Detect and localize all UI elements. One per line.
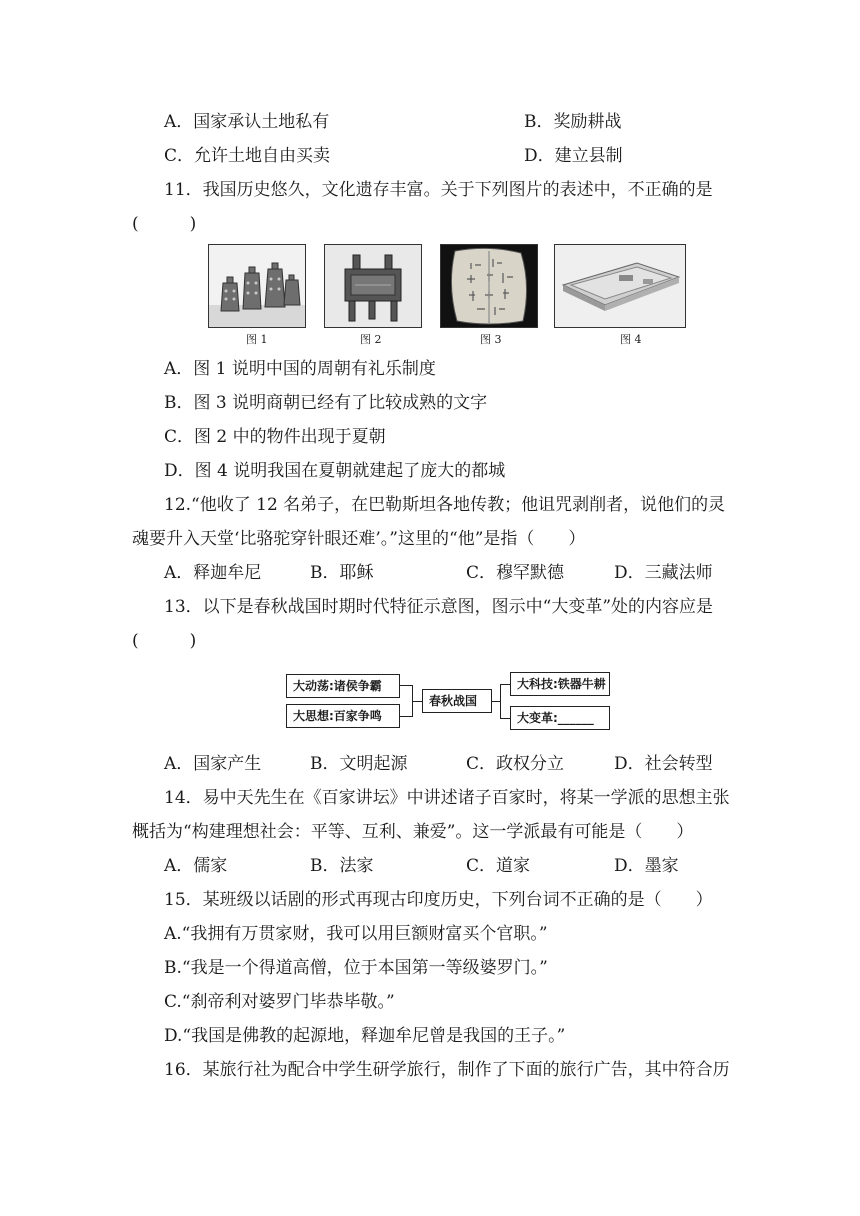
q13-stem: 13．以下是春秋战国时期时代特征示意图，图示中“大变革”处的内容应是 [164, 597, 714, 617]
q14-option-a: A．儒家 [164, 856, 228, 876]
q15-option-d: D.“我国是佛教的起源地，释迦牟尼曾是我国的王子。” [164, 1026, 566, 1046]
connector [500, 718, 510, 719]
q11-option-d: D．图 4 说明我国在夏朝就建起了庞大的都城 [164, 461, 506, 481]
q11-option-c: C．图 2 中的物件出现于夏朝 [164, 427, 386, 447]
q13-option-d: D．社会转型 [614, 754, 713, 774]
q15-stem: 15．某班级以话剧的形式再现古印度历史，下列台词不正确的是（ ） [164, 890, 713, 910]
connector [400, 685, 412, 686]
q12-option-b: B．耶稣 [310, 563, 374, 583]
q11-option-b: B．图 3 说明商朝已经有了比较成熟的文字 [164, 393, 488, 413]
q11-stem-paren: ( ) [132, 214, 197, 234]
figure-3-caption: 图 3 [480, 333, 502, 346]
connector [492, 701, 500, 702]
diagram-box-thought: 大思想:百家争鸣 [286, 704, 400, 728]
city-site-image [554, 244, 686, 328]
diagram-box-reform: 大变革:______ [510, 706, 610, 730]
era-features-diagram [286, 670, 610, 736]
connector [400, 716, 412, 717]
q10-option-c: C．允许土地自由买卖 [164, 146, 331, 166]
connector [500, 684, 501, 718]
q13-option-b: B．文明起源 [310, 754, 408, 774]
figure-1-caption: 图 1 [246, 333, 268, 346]
diagram-box-turmoil: 大动荡:诸侯争霸 [286, 674, 400, 698]
oracle-bone-image [440, 244, 538, 328]
q14-option-d: D．墨家 [614, 856, 679, 876]
q13-option-a: A．国家产生 [164, 754, 262, 774]
q10-option-b: B．奖励耕战 [524, 112, 622, 132]
q14-stem: 14．易中天先生在《百家讲坛》中讲述诸子百家时，将某一学派的思想主张 [164, 788, 730, 808]
q11-option-a: A．图 1 说明中国的周朝有礼乐制度 [164, 359, 436, 379]
q15-option-c: C.“刹帝利对婆罗门毕恭毕敬。” [164, 992, 395, 1012]
q15-option-b: B.“我是一个得道高僧，位于本国第一等级婆罗门。” [164, 958, 548, 978]
q11-figure-row [208, 244, 688, 348]
q14-option-c: C．道家 [466, 856, 531, 876]
q14-option-b: B．法家 [310, 856, 374, 876]
q10-option-d: D．建立县制 [524, 146, 623, 166]
figure-2-caption: 图 2 [360, 333, 382, 346]
ding-vessel-image [324, 244, 422, 328]
q13-option-c: C．政权分立 [466, 754, 565, 774]
q11-stem: 11．我国历史悠久，文化遗存丰富。关于下列图片的表述中，不正确的是 [164, 180, 713, 200]
q12-stem-cont: 魂要升入天堂‘比骆驼穿针眼还难’。”这里的“他”是指（ ） [132, 529, 586, 549]
q16-stem: 16．某旅行社为配合中学生研学旅行，制作了下面的旅行广告，其中符合历 [164, 1060, 730, 1080]
q14-stem-cont: 概括为“构建理想社会：平等、互利、兼爱”。这一学派最有可能是（ ） [132, 822, 694, 842]
q12-option-c: C．穆罕默德 [466, 563, 565, 583]
connector [500, 684, 510, 685]
q12-stem: 12.“他收了 12 名弟子，在巴勒斯坦各地传教；他诅咒剥削者，说他们的灵 [164, 495, 726, 515]
chime-bells-image [208, 244, 306, 328]
connector [412, 701, 422, 702]
diagram-box-technology: 大科技:铁器牛耕 [510, 672, 610, 696]
q10-option-a: A．国家承认土地私有 [164, 112, 330, 132]
q12-option-a: A．释迦牟尼 [164, 563, 262, 583]
q12-option-d: D．三藏法师 [614, 563, 713, 583]
q13-stem-paren: ( ) [132, 631, 197, 651]
figure-4-caption: 图 4 [620, 333, 642, 346]
diagram-box-center: 春秋战国 [422, 689, 492, 713]
q15-option-a: A.“我拥有万贯家财，我可以用巨额财富买个官职。” [164, 924, 548, 944]
